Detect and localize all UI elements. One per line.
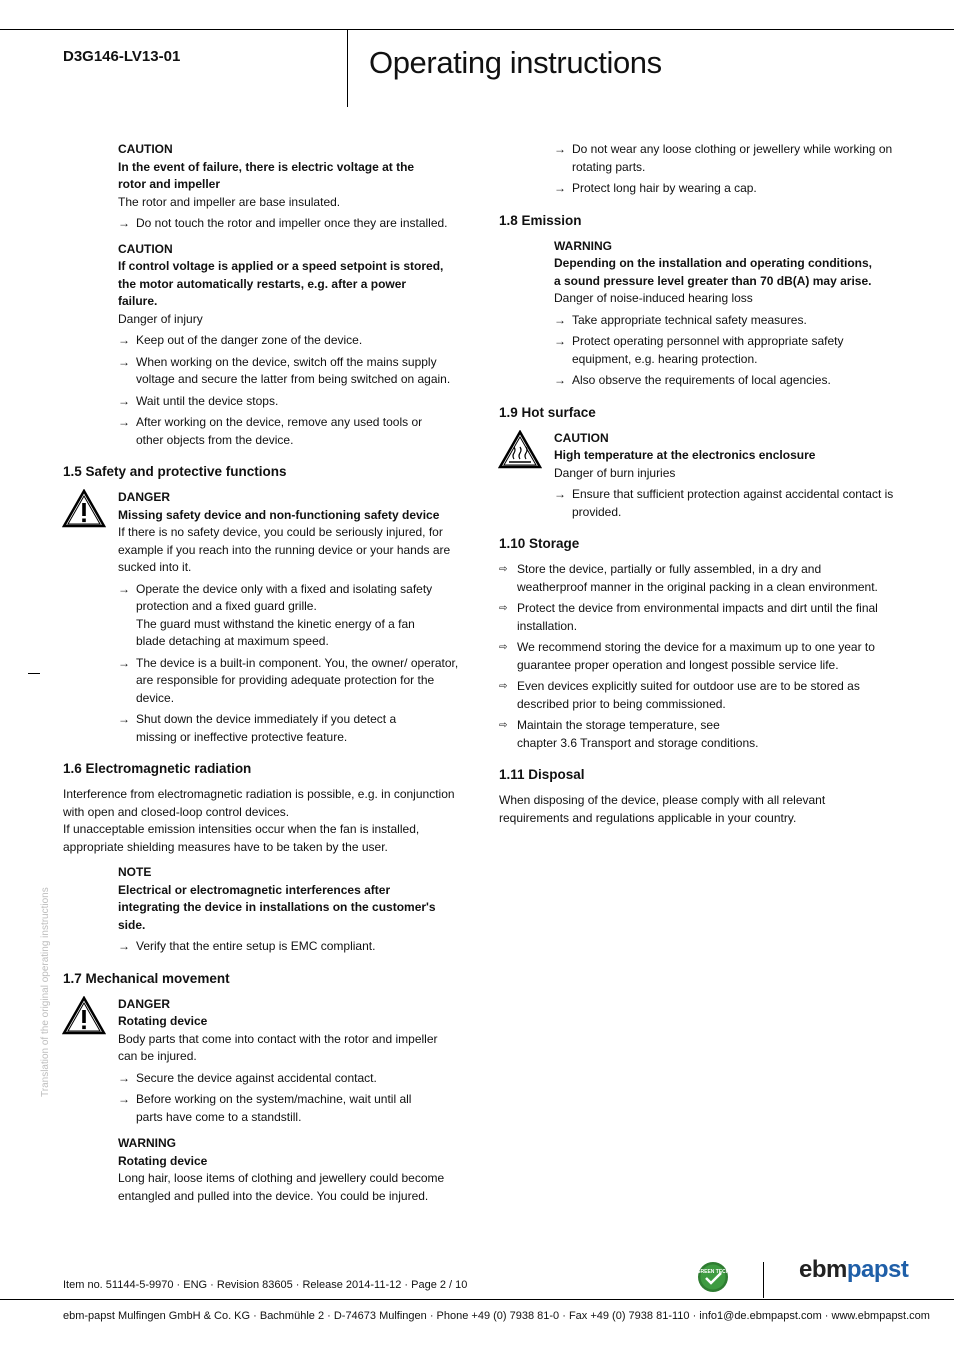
- arrow-icon: →: [118, 939, 130, 953]
- bullet-arrow-icon: ⇨: [499, 603, 508, 614]
- storage-list: [499, 561, 879, 752]
- list-item: → Secure the device against accidental contact.: [118, 1070, 463, 1088]
- margin-mark: [28, 673, 40, 674]
- header-divider: [347, 29, 348, 107]
- section-heading-1-10: 1.10 Storage: [499, 536, 580, 551]
- caution-label: CAUTION: [118, 241, 173, 256]
- list-item: → Before working on the system/machine, wait until all parts have come to a standstill.: [118, 1092, 412, 1124]
- hot-surface-icon: [498, 430, 542, 470]
- section-heading-1-7: 1.7 Mechanical movement: [63, 970, 230, 986]
- danger-heading: Missing safety device and non-functioning safety device: [118, 507, 440, 522]
- side-note: Translation of the original operating instructions: [40, 887, 51, 1097]
- list-item: → Wait until the device stops.: [118, 393, 463, 411]
- arrow-icon: →: [554, 181, 566, 195]
- warning-triangle-icon: [62, 489, 106, 529]
- list-item: ⇨ We recommend storing the device for a maximum up to one year to guarantee proper operation and longest possible service life.: [499, 640, 875, 672]
- document-code: D3G146-LV13-01: [63, 48, 181, 65]
- warning-label: WARNING: [554, 238, 612, 253]
- caution-heading: High temperature at the electronics enclosure: [554, 448, 816, 462]
- list-item: → Do not wear any loose clothing or jewellery while working on rotating parts.: [554, 142, 893, 174]
- arrow-icon: →: [118, 393, 130, 408]
- footer-item-line: Item no. 51144-5-9970 · ENG · Revision 83605 · Release 2014-11-12 · Page 2 / 10: [63, 1279, 468, 1291]
- badge-label: GREEN TECH: [697, 1269, 729, 1275]
- danger-heading: Rotating device: [118, 1014, 208, 1028]
- list-item: → Take appropriate technical safety measures.: [554, 312, 899, 330]
- arrow-icon: →: [118, 354, 130, 369]
- caution-restart: [118, 241, 463, 450]
- bullet-arrow-icon: ⇨: [499, 720, 508, 731]
- arrow-icon: →: [118, 581, 130, 596]
- section-heading-1-5: 1.5 Safety and protective functions: [63, 464, 287, 479]
- bullet-arrow-icon: ⇨: [499, 564, 508, 575]
- warning-heading: Rotating device: [118, 1153, 208, 1168]
- warning-rotating-device: [118, 1135, 463, 1205]
- arrow-icon: →: [554, 142, 566, 156]
- warning-label: WARNING: [118, 1136, 176, 1150]
- arrow-icon: →: [554, 334, 566, 348]
- danger-label: DANGER: [118, 996, 171, 1011]
- footer-company-line: ebm-papst Mulfingen GmbH & Co. KG · Bachmühle 2 · D-74673 Mulfingen · Phone +49 (0) 7938 81-0 · Fax +49 (0) 7938 81-110 · info1@de.ebmpapst.com · www.ebmpapst.com: [63, 1310, 930, 1322]
- list-item: → Ensure that sufficient protection against accidental contact is provided.: [554, 487, 894, 519]
- caution-label: CAUTION: [554, 430, 609, 445]
- warning-text: Long hair, loose items of clothing and jewellery could become entangled and pulled into the device. You could be injured.: [118, 1171, 445, 1203]
- list-item: → Also observe the requirements of local agencies.: [554, 372, 899, 390]
- arrow-icon: →: [118, 655, 130, 670]
- list-item: → Operate the device only with a fixed and isolating safety protection and a fixed guard grille. The guard must withstand the kinetic energy of a fan blade detaching at maximum speed.: [118, 581, 433, 648]
- warning-text: Danger of noise-induced hearing loss: [554, 291, 753, 305]
- arrow-icon: →: [118, 216, 130, 230]
- disposal-text: When disposing of the device, please comply with all relevant requirements and regulations applicable in your country.: [499, 793, 826, 825]
- caution-electric-voltage: [118, 141, 463, 233]
- list-item: → The device is a built-in component. You, the owner/ operator, are responsible for providing adequate protection for the device.: [118, 655, 459, 705]
- caution-hot-surface: [554, 430, 899, 522]
- list-item: → Shut down the device immediately if you detect a missing or ineffective protective feature.: [118, 712, 397, 744]
- section-heading-1-9: 1.9 Hot surface: [499, 404, 596, 420]
- green-tech-badge-icon: [697, 1261, 729, 1293]
- footer-rule: [0, 1299, 954, 1300]
- arrow-icon: →: [118, 1070, 130, 1085]
- section-heading-1-6: 1.6 Electromagnetic radiation: [63, 761, 252, 776]
- section-heading-1-11: 1.11 Disposal: [499, 767, 585, 782]
- header-top-rule: [0, 29, 954, 30]
- list-item: → Verify that the entire setup is EMC compliant.: [118, 938, 463, 956]
- page-title: Operating instructions: [369, 45, 662, 80]
- danger-text: Body parts that come into contact with the rotor and impeller can be injured.: [118, 1031, 438, 1063]
- arrow-icon: →: [118, 1092, 130, 1106]
- list-item: → Keep out of the danger zone of the device.: [118, 332, 463, 350]
- bullet-arrow-icon: ⇨: [499, 681, 508, 692]
- arrow-icon: →: [554, 487, 566, 501]
- paragraph: Interference from electromagnetic radiation is possible, e.g. in conjunction with open and closed-loop control devices. If unacceptable emission intensities occur when the fan is installed, appropriate shielding measures have to be taken by the user.: [63, 787, 455, 854]
- list-item: → Do not touch the rotor and impeller once they are installed.: [118, 215, 463, 233]
- list-item: ⇨ Maintain the storage temperature, see chapter 3.6 Transport and storage conditions.: [499, 718, 759, 750]
- footer-divider: [763, 1262, 764, 1298]
- arrow-icon: →: [118, 415, 130, 429]
- warning-emission: [554, 238, 899, 390]
- list-item: → After working on the device, remove any used tools or other objects from the device.: [118, 415, 423, 447]
- caution-label: CAUTION: [118, 142, 173, 156]
- danger-safety-device: [118, 489, 463, 746]
- section-heading-1-8: 1.8 Emission: [499, 212, 582, 228]
- note-emc: [118, 864, 463, 956]
- danger-rotating-device: [118, 996, 463, 1127]
- warning-triangle-icon: [62, 996, 106, 1036]
- note-label: NOTE: [118, 865, 152, 879]
- list-item: → Protect operating personnel with appropriate safety equipment, e.g. hearing protection.: [554, 334, 844, 366]
- bullet-arrow-icon: ⇨: [499, 642, 508, 653]
- danger-text: If there is no safety device, you could be seriously injured, for example if you reach into the running device or your hands are sucked into it.: [118, 525, 451, 574]
- arrow-icon: →: [554, 312, 566, 327]
- caution-heading: In the event of failure, there is electric voltage at the rotor and impeller: [118, 159, 415, 191]
- caution-heading: If control voltage is applied or a speed setpoint is stored, the motor automatically restarts, e.g. after a power failure.: [118, 259, 444, 308]
- danger-label: DANGER: [118, 490, 171, 504]
- list-item: ⇨ Store the device, partially or fully assembled, in a dry and weatherproof manner in the original packing in a clean environment.: [499, 562, 878, 594]
- list-item: → Protect long hair by wearing a cap.: [554, 180, 899, 198]
- note-heading: Electrical or electromagnetic interferences after integrating the device in installations on the customer's side.: [118, 882, 436, 932]
- right-column: [499, 141, 899, 827]
- list-item: ⇨ Even devices explicitly suited for outdoor use are to be stored as described prior to being commissioned.: [499, 679, 860, 711]
- caution-text: The rotor and impeller are base insulated.: [118, 194, 341, 209]
- caution-text: Danger of burn injuries: [554, 465, 676, 480]
- caution-text: Danger of injury: [118, 311, 203, 326]
- list-item: → When working on the device, switch off the mains supply voltage and secure the latter from being switched on again.: [118, 354, 451, 386]
- left-column: [63, 141, 463, 1205]
- ebmpapst-logo: ebmpapst: [799, 1256, 909, 1283]
- warning-heading: Depending on the installation and operating conditions, a sound pressure level greater than 70 dB(A) may arise.: [554, 256, 872, 288]
- list-item: ⇨ Protect the device from environmental impacts and dirt until the final installation.: [499, 601, 878, 633]
- arrow-icon: →: [118, 712, 130, 726]
- arrow-icon: →: [118, 333, 130, 347]
- arrow-icon: →: [554, 373, 566, 387]
- clothing-list: [554, 141, 899, 198]
